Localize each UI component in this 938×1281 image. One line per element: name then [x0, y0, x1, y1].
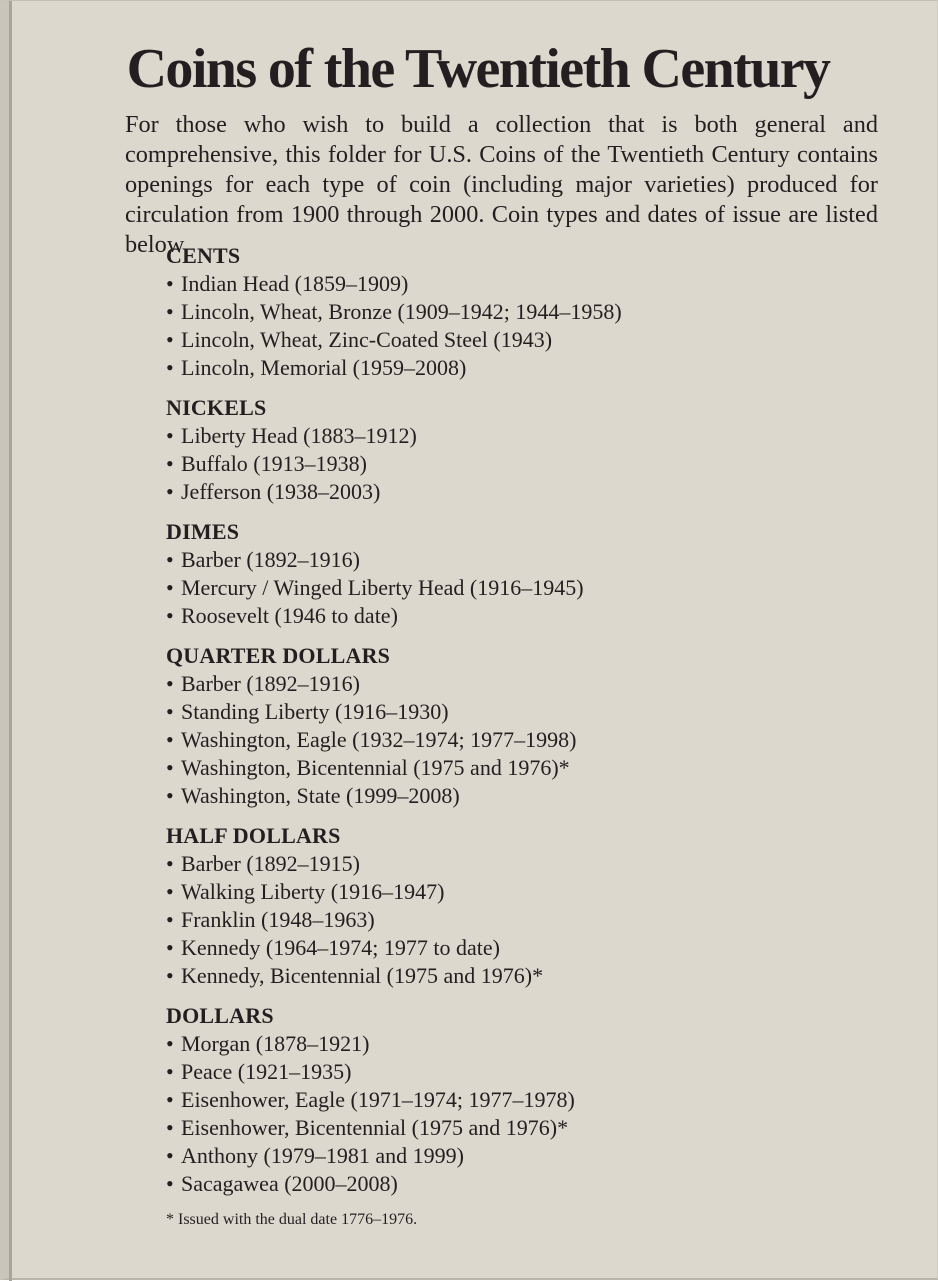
section-heading: HALF DOLLARS	[166, 823, 341, 848]
list-item	[166, 1170, 886, 1198]
coin-type-items	[166, 546, 886, 630]
list-item	[166, 574, 886, 602]
list-item	[166, 298, 886, 326]
coin-type-label: Barber (1892–1916)	[181, 671, 361, 696]
list-item	[166, 354, 886, 382]
list-item	[166, 450, 886, 478]
coin-type-label: Morgan (1878–1921)	[181, 1031, 370, 1056]
footnote: * Issued with the dual date 1776–1976.	[166, 1211, 418, 1228]
bullet-icon: •	[166, 879, 174, 904]
coin-section-dimes	[166, 518, 886, 630]
coin-type-label: Peace (1921–1935)	[181, 1059, 352, 1084]
coin-type-label: Lincoln, Wheat, Bronze (1909–1942; 1944–1958)	[181, 299, 622, 324]
coin-type-items	[166, 422, 886, 506]
list-item	[166, 962, 886, 990]
list-item	[166, 906, 886, 934]
coin-type-label: Lincoln, Wheat, Zinc-Coated Steel (1943)	[181, 327, 553, 352]
list-item	[166, 478, 886, 506]
bullet-icon: •	[166, 327, 174, 352]
coin-section-nickels	[166, 394, 886, 506]
bullet-icon: •	[166, 355, 174, 380]
list-item	[166, 1030, 886, 1058]
bullet-icon: •	[166, 935, 174, 960]
bullet-icon: •	[166, 423, 174, 448]
list-item	[166, 698, 886, 726]
coin-type-items	[166, 1030, 886, 1198]
bullet-icon: •	[166, 755, 174, 780]
list-item	[166, 878, 886, 906]
section-heading: DOLLARS	[166, 1003, 274, 1028]
section-heading: CENTS	[166, 243, 241, 268]
section-heading: QUARTER DOLLARS	[166, 643, 391, 668]
bullet-icon: •	[166, 1171, 174, 1196]
coin-type-label: Barber (1892–1916)	[181, 547, 361, 572]
coin-type-label: Eisenhower, Eagle (1971–1974; 1977–1978)	[181, 1087, 575, 1112]
coin-type-label: Sacagawea (2000–2008)	[181, 1171, 398, 1196]
bullet-icon: •	[166, 451, 174, 476]
section-heading: NICKELS	[166, 395, 267, 420]
coin-type-label: Eisenhower, Bicentennial (1975 and 1976)*	[181, 1115, 569, 1140]
intro-paragraph: For those who wish to build a collection that is both general and comprehensive, this folder for U.S. Coins of the Twentieth Century contains openings for each type of coin (including major varieties) produced for circulation from 1900 through 2000. Coin types and dates of issue are listed below.	[125, 111, 878, 258]
bullet-icon: •	[166, 479, 174, 504]
coin-type-items	[166, 670, 886, 810]
bullet-icon: •	[166, 727, 174, 752]
coin-section-dollars	[166, 1002, 886, 1198]
bullet-icon: •	[166, 699, 174, 724]
coin-type-label: Franklin (1948–1963)	[181, 907, 375, 932]
page-title: Coins of the Twentieth Century	[126, 38, 830, 100]
list-item	[166, 326, 886, 354]
coin-type-label: Lincoln, Memorial (1959–2008)	[181, 355, 467, 380]
list-item	[166, 782, 886, 810]
coin-type-label: Anthony (1979–1981 and 1999)	[181, 1143, 464, 1168]
list-item	[166, 670, 886, 698]
list-item	[166, 850, 886, 878]
sections-container	[166, 242, 886, 1198]
list-item	[166, 1086, 886, 1114]
list-item	[166, 1114, 886, 1142]
coin-type-label: Standing Liberty (1916–1930)	[181, 699, 449, 724]
coin-section-half-dollars	[166, 822, 886, 990]
coin-type-label: Washington, Eagle (1932–1974; 1977–1998)	[181, 727, 577, 752]
coin-type-label: Jefferson (1938–2003)	[181, 479, 381, 504]
section-heading: DIMES	[166, 519, 240, 544]
bullet-icon: •	[166, 271, 174, 296]
bullet-icon: •	[166, 547, 174, 572]
bullet-icon: •	[166, 671, 174, 696]
list-item	[166, 546, 886, 574]
list-item	[166, 726, 886, 754]
coin-type-label: Liberty Head (1883–1912)	[181, 423, 417, 448]
bullet-icon: •	[166, 963, 174, 988]
bullet-icon: •	[166, 1031, 174, 1056]
coin-type-label: Mercury / Winged Liberty Head (1916–1945)	[181, 575, 584, 600]
list-item	[166, 602, 886, 630]
coin-section-cents	[166, 242, 886, 382]
list-item	[166, 934, 886, 962]
list-item	[166, 754, 886, 782]
coin-type-label: Kennedy, Bicentennial (1975 and 1976)*	[181, 963, 544, 988]
list-item	[166, 1142, 886, 1170]
coin-type-label: Roosevelt (1946 to date)	[181, 603, 398, 628]
page-edge-shadow	[9, 1, 12, 1281]
coin-section-quarter-dollars	[166, 642, 886, 810]
coin-type-label: Washington, Bicentennial (1975 and 1976)*	[181, 755, 570, 780]
bullet-icon: •	[166, 603, 174, 628]
list-item	[166, 1058, 886, 1086]
bullet-icon: •	[166, 575, 174, 600]
coin-type-label: Washington, State (1999–2008)	[181, 783, 460, 808]
coin-type-items	[166, 850, 886, 990]
bullet-icon: •	[166, 783, 174, 808]
coin-type-list	[166, 242, 886, 1230]
bullet-icon: •	[166, 907, 174, 932]
coin-type-label: Barber (1892–1915)	[181, 851, 361, 876]
coin-type-label: Indian Head (1859–1909)	[181, 271, 409, 296]
bullet-icon: •	[166, 1115, 174, 1140]
list-item	[166, 270, 886, 298]
coin-type-label: Kennedy (1964–1974; 1977 to date)	[181, 935, 500, 960]
bullet-icon: •	[166, 851, 174, 876]
bullet-icon: •	[166, 1059, 174, 1084]
bullet-icon: •	[166, 299, 174, 324]
list-item	[166, 422, 886, 450]
bullet-icon: •	[166, 1143, 174, 1168]
coin-type-label: Buffalo (1913–1938)	[181, 451, 367, 476]
coin-type-items	[166, 270, 886, 382]
coin-type-label: Walking Liberty (1916–1947)	[181, 879, 445, 904]
bullet-icon: •	[166, 1087, 174, 1112]
